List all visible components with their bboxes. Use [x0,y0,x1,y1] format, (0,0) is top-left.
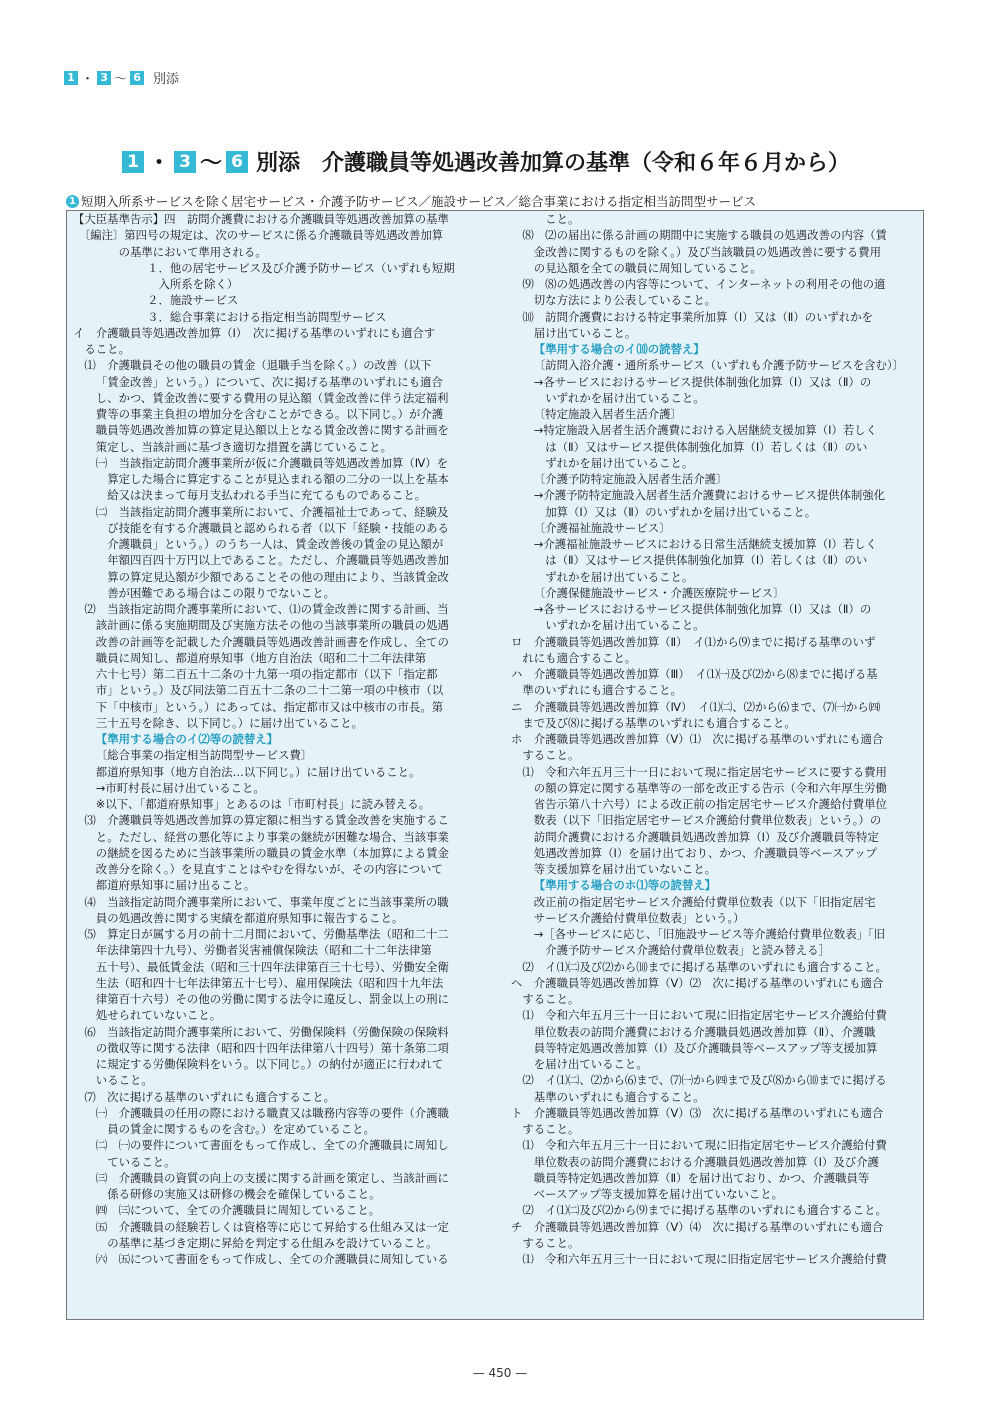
text-line: 生法（昭和四十七年法律第五十七号）、雇用保険法（昭和四十九年法 [95,975,444,990]
text-line: ⑶ 介護職員等処遇改善加算の算定額に相当する賃金改善を実施するこ [84,813,449,828]
text-line: イ 介護職員等処遇改善加算（Ⅰ） 次に掲げる基準のいずれにも適合す [73,325,436,340]
text-line: 〔訪問入浴介護・通所系サービス（いずれも介護予防サービスを含む）〕 [533,358,904,373]
text-line: →介護予防特定施設入居者生活介護費におけるサービス提供体制強化 [533,488,886,503]
text-line: ⑽ 訪問介護費における特定事業所加算（Ⅰ）又は（Ⅱ）のいずれかを [522,309,874,324]
text-line: ること。 [84,342,130,356]
text-line: 〔特定施設入居者生活介護〕 [533,407,682,421]
text-line: 〔編注〕第四号の規定は、次のサービスに係る介護職員等処遇改善加算 [78,228,444,243]
text-line: 職員等特定処遇改善加算（Ⅱ）を届け出ており、かつ、介護職員等 [533,1170,870,1185]
text-line: ⑺ 次に掲げる基準のいずれにも適合すること。 [84,1089,335,1104]
text-line: まで及び⑻に掲げる基準のいずれにも適合すること。 [522,715,796,730]
text-line: 数表（以下「旧指定居宅サービス介護給付費単位数表」という。）の [533,813,882,828]
text-line: 省告示第八十六号）による改正前の指定居宅サービス介護給付費単位 [533,797,887,811]
text-line: いずれかを届け出ていること。 [545,390,705,405]
text-line: 善が困難である場合はこの限りでないこと。 [107,585,336,600]
text-line: 職員に周知し、都道府県知事（地方自治法（昭和二十二年法律第 [95,650,427,665]
text-line: ⑴ 令和六年五月三十一日において現に指定居宅サービスに要する費用 [522,764,887,779]
text-line: 算の算定見込額が少額であることその他の理由により、当該賃金改 [107,569,449,584]
text-line: ⑵ 当該指定訪問介護事業所において、⑴の賃金改善に関する計画、当 [84,602,449,616]
text-line: 職員等処遇改善加算の算定見込額以上となる賃金改善に関する計画を [95,423,449,438]
text-line: は（Ⅱ）又はサービス提供体制強化加算（Ⅰ）若しくは（Ⅱ）のい [545,553,868,568]
left-column [73,211,493,1267]
text-line: 〔総合事業の指定相当訪問型サービス費〕 [95,748,313,763]
text-line: 改善分を除く。）を見直すことはやむを得ないが、その内容について [95,862,443,876]
header-label: 別添 [153,72,180,87]
title-tilde: 〜 [200,151,223,176]
text-line: いずれかを届け出ていること。 [545,618,705,633]
text-line: 員等特定処遇改善加算（Ⅰ）及び介護職員等ベースアップ等支援加算 [533,1040,878,1055]
text-line: ⑷ 当該指定訪問介護事業所において、事業年度ごとに当該事業所の職 [84,894,449,909]
text-line: 加算（Ⅰ）又は（Ⅱ）のいずれかを届け出ていること。 [545,504,817,519]
text-line: ずれかを届け出ていること。 [545,455,694,470]
text-line: の基準において準用される。 [118,244,267,259]
text-line: は（Ⅱ）又はサービス提供体制強化加算（Ⅰ）若しくは（Ⅱ）のい [545,439,868,454]
text-line: れにも適合すること。 [522,650,637,665]
text-line: →特定施設入居者生活介護費における入居継続支援加算（Ⅰ）若しく [533,423,878,438]
text-line: び技能を有する介護職員と認められる者（以下「経験・技能のある [107,520,449,535]
text-line: ⑸ 算定日が属する月の前十二月間において、労働基準法（昭和二十二 [84,927,449,941]
text-line: の徴収等に関する法律（昭和四十四年法律第八十四号）第十条第二項 [95,1040,449,1055]
text-line: 該計画に係る実施期間及び実施方法その他の当該事業所の職員の処遇 [95,618,449,633]
text-line: ㈡ 当該指定訪問介護事業所において、介護福祉士であって、経験及 [95,504,449,519]
text-line: →介護福祉施設サービスにおける日常生活継続支援加算（Ⅰ）若しく [533,537,878,551]
text-line: →［各サービスに応じ、「旧施設サービス等介護給付費単位数表」「旧 [533,927,886,941]
text-line: 〔介護福祉施設サービス〕 [533,520,671,535]
text-line: サービス介護給付費単位数表」という。） [533,910,745,925]
text-line: 〔介護予防特定施設入居者生活介護〕 [533,472,728,486]
text-line: ㈣ ㈢について、全ての介護職員に周知していること。 [95,1203,381,1218]
text-line: 給又は決まって毎月支払われる手当に充てるものであること。 [107,488,427,503]
text-line: ㈤ 介護職員の経験若しくは資格等に応じて昇給する仕組み又は一定 [95,1219,449,1234]
subtitle-text: 短期入所系サービスを除く居宅サービス・介護予防サービス／施設サービス／総合事業における指定相当訪問型サービス [81,194,757,209]
text-line: １．他の居宅サービス及び介護予防サービス（いずれも短期 [147,260,455,275]
text-line: 金改善に関するものを除く。）及び当該職員の処遇改善に要する費用 [533,244,881,259]
text-line: 三十五号を除き、以下同じ。）に届け出ていること。 [95,715,364,730]
page-number: — 450 — [472,1366,528,1380]
text-line: ⑻ ⑵の届出に係る計画の期間中に実施する職員の処遇改善の内容（賃 [522,228,887,243]
text-line: 介護職員」という。）のうち一人は、賃金改善後の賃金の見込額が [107,537,444,551]
text-line: 律第百十六号）その他の労働に関する法令に違反し、罰金以上の刑に [95,992,449,1006]
text-line: 届け出ていること。 [533,325,637,340]
text-line: ホ 介護職員等処遇改善加算（Ⅴ）⑴ 次に掲げる基準のいずれにも適合 [511,732,884,746]
text-line: の見込額を全ての職員に周知していること。 [533,260,762,275]
text-line: ３．総合事業における指定相当訪問型サービス [147,309,387,324]
text-line: 等支援加算を届け出ていないこと。 [533,862,717,876]
text-line: ㈠ 当該指定訪問介護事業所が仮に介護職員等処遇改善加算（Ⅳ）を [95,455,449,470]
text-line: ハ 介護職員等処遇改善加算（Ⅲ） イ⑴㈠及び⑵から⑻までに掲げる基 [511,667,878,681]
title-text: 別添 介護職員等処遇改善加算の基準（令和６年６月から） [256,151,851,176]
text-line: 六十七号）第二百五十二条の十九第一項の指定都市（以下「指定都 [95,667,438,681]
text-line: ベースアップ等支援加算を届け出ていないこと。 [533,1187,784,1201]
standards-box [66,210,924,1320]
text-line: ⑼ ⑻の処遇改善の内容等について、インターネットの利用その他の適 [522,277,886,291]
text-line: 費等の事業主負担の増加分を含むことができる。以下同じ。）が介護 [95,407,444,421]
text-line: 都道府県知事（地方自治法…以下同じ。）に届け出ていること。 [95,764,421,779]
header-tilde: 〜 [114,72,128,87]
text-line: チ 介護職員等処遇改善加算（Ⅴ）⑷ 次に掲げる基準のいずれにも適合 [511,1219,884,1234]
text-line: 切な方法により公表していること。 [533,293,717,308]
text-line: ロ 介護職員等処遇改善加算（Ⅱ） イ⑴から⑼までに掲げる基準のいず [511,634,876,649]
text-line: 〔介護保健施設サービス・介護医療院サービス〕 [533,585,785,600]
text-line: の基準に基づき定期に昇給を判定する仕組みを設けていること。 [107,1235,438,1250]
text-line: ㈡ ㈠の要件について書面をもって作成し、全ての介護職員に周知し [95,1138,449,1153]
text-line: ㈥ ㈤について書面をもって作成し、全ての介護職員に周知している [95,1252,449,1266]
text-line: 処遇改善加算（Ⅰ）を届け出ており、かつ、介護職員等ベースアップ [533,845,878,860]
right-column [511,211,919,1267]
text-line: の継続を図るために当該事業所の職員の賃金水準（本加算による賃金 [95,845,449,860]
text-line: ⑵ イ⑴㈡及び⑵から⑽までに掲げる基準のいずれにも適合すること。 [522,959,887,974]
text-line: 改正前の指定居宅サービス介護給付費単位数表（以下「旧指定居宅 [533,894,876,909]
text-line: 市」という。）及び同法第二百五十二条の二十二第一項の中核市（以 [95,683,444,698]
text-line: いること。 [95,1073,153,1088]
text-line: 【準用する場合のホ⑴等の読替え】 [533,878,717,893]
text-line: 「賃金改善」という。）について、次に掲げる基準のいずれにも適合 [95,374,443,389]
text-line: 入所系を除く） [158,277,239,291]
text-line: 員の処遇改善に関する実績を都道府県知事に報告すること。 [95,910,404,925]
text-line: に規定する労働保険料をいう。以下同じ。）の納付が適正に行われて [95,1057,444,1071]
text-line: 年法律第四十九号）、労働者災害補償保険法（昭和二十二年法律第 [95,943,432,958]
text-line: 下「中核市」という。）にあっては、指定都市又は中核市の市長。第 [95,699,444,714]
text-line: →各サービスにおけるサービス提供体制強化加算（Ⅰ）又は（Ⅱ）の [533,602,872,616]
text-line: 訪問介護費における介護職員処遇改善加算（Ⅰ）及び介護職員等特定 [533,829,879,844]
text-line: 【準用する場合のイ⑽の読替え】 [533,342,705,356]
text-line: し、かつ、賃金改善に要する費用の見込額（賃金改善に伴う法定福利 [95,390,449,405]
text-line: 準のいずれにも適合すること。 [522,683,682,698]
text-line: ※以下、「都道府県知事」とあるのは「市町村長」に読み替える。 [95,797,430,811]
text-line: 改善の計画等を記載した介護職員等処遇改善計画書を作成し、全ての [95,634,449,649]
text-line: すること。 [522,1235,580,1250]
text-line: ⑴ 令和六年五月三十一日において現に旧指定居宅サービス介護給付費 [522,1252,887,1266]
text-line: こと。 [545,212,580,226]
text-line: ⑴ 令和六年五月三十一日において現に旧指定居宅サービス介護給付費 [522,1008,887,1023]
text-line: すること。 [522,992,580,1006]
text-line: →各サービスにおけるサービス提供体制強化加算（Ⅰ）又は（Ⅱ）の [533,374,872,389]
text-line: →市町村長に届け出ていること。 [95,780,265,795]
text-line: すること。 [522,1122,580,1136]
text-line: 基準のいずれにも適合すること。 [533,1089,705,1104]
text-line: ㈠ 介護職員の任用の際における職責又は職務内容等の要件（介護職 [95,1105,449,1120]
text-line: ニ 介護職員等処遇改善加算（Ⅳ） イ⑴㈡、⑵から⑹まで、⑺㈠から㈣ [511,699,881,714]
text-line: 【大臣基準告示】四 訪問介護費における介護職員等処遇改善加算の基準 [73,212,449,226]
text-line: 員の賃金に関するものを含む。）を定めていること。 [107,1122,375,1136]
text-line: ⑴ 令和六年五月三十一日において現に旧指定居宅サービス介護給付費 [522,1138,887,1153]
title-dot: ・ [148,151,171,176]
title-number-1: 1 [122,151,144,173]
header-number-6: 6 [130,71,144,85]
text-line: 係る研修の実施又は研修の機会を確保していること。 [107,1187,381,1201]
title-number-3: 3 [174,151,196,173]
text-line: 年額四百四十万円以上であること。ただし、介護職員等処遇改善加 [107,553,449,568]
text-line: ⑴ 介護職員その他の職員の賃金（退職手当を除く。）の改善（以下 [84,358,432,373]
header-dot: ・ [81,72,95,87]
section-subtitle [66,192,756,210]
text-line: ト 介護職員等処遇改善加算（Ⅴ）⑶ 次に掲げる基準のいずれにも適合 [511,1105,884,1120]
title-number-6: 6 [226,151,248,173]
text-line: すること。 [522,748,580,763]
running-header [64,68,179,87]
text-line: 単位数表の訪問介護費における介護職員処遇改善加算（Ⅱ）、介護職 [533,1024,876,1039]
header-number-3: 3 [97,71,111,85]
subtitle-marker: 1 [66,195,79,208]
text-line: と。ただし、経営の悪化等により事業の継続が困難な場合、当該事業 [95,829,449,844]
text-line: を届け出ていること。 [533,1057,648,1071]
text-line: の額の算定に関する基準等の一部を改正する告示（令和六年厚生労働 [533,780,887,795]
text-line: ずれかを届け出ていること。 [545,569,694,584]
text-line: ヘ 介護職員等処遇改善加算（Ⅴ）⑵ 次に掲げる基準のいずれにも適合 [511,975,884,990]
text-line: ⑹ 当該指定訪問介護事業所において、労働保険料（労働保険の保険料 [84,1024,449,1039]
text-line: 算定した場合に算定することが見込まれる額の二分の一以上を基本 [107,472,449,486]
text-line: ２．施設サービス [147,293,239,308]
text-line: 五十号）、最低賃金法（昭和三十四年法律第百三十七号）、労働安全衛 [95,959,449,974]
text-line: 処せられていないこと。 [95,1008,222,1023]
text-line: ていること。 [107,1154,176,1169]
text-line: ㈢ 介護職員の資質の向上の支援に関する計画を策定し、当該計画に [95,1170,449,1185]
text-line: ⑵ イ⑴㈡、⑵から⑹まで、⑺㈠から㈣まで及び⑻から⑽までに掲げる [522,1073,887,1088]
text-line: 【準用する場合のイ⑵等の読替え】 [95,732,279,746]
text-line: 単位数表の訪問介護費における介護職員処遇改善加算（Ⅰ）及び介護 [533,1154,879,1169]
text-line: 介護予防サービス介護給付費単位数表」と読み替える］ [545,943,830,958]
text-line: ⑵ イ⑴㈡及び⑵から⑼までに掲げる基準のいずれにも適合すること。 [522,1203,887,1218]
text-line: 策定し、当該計画に基づき適切な措置を講じていること。 [95,439,392,454]
header-number-1: 1 [64,71,78,85]
page-title [122,146,850,177]
text-line: 都道府県知事に届け出ること。 [95,878,256,893]
